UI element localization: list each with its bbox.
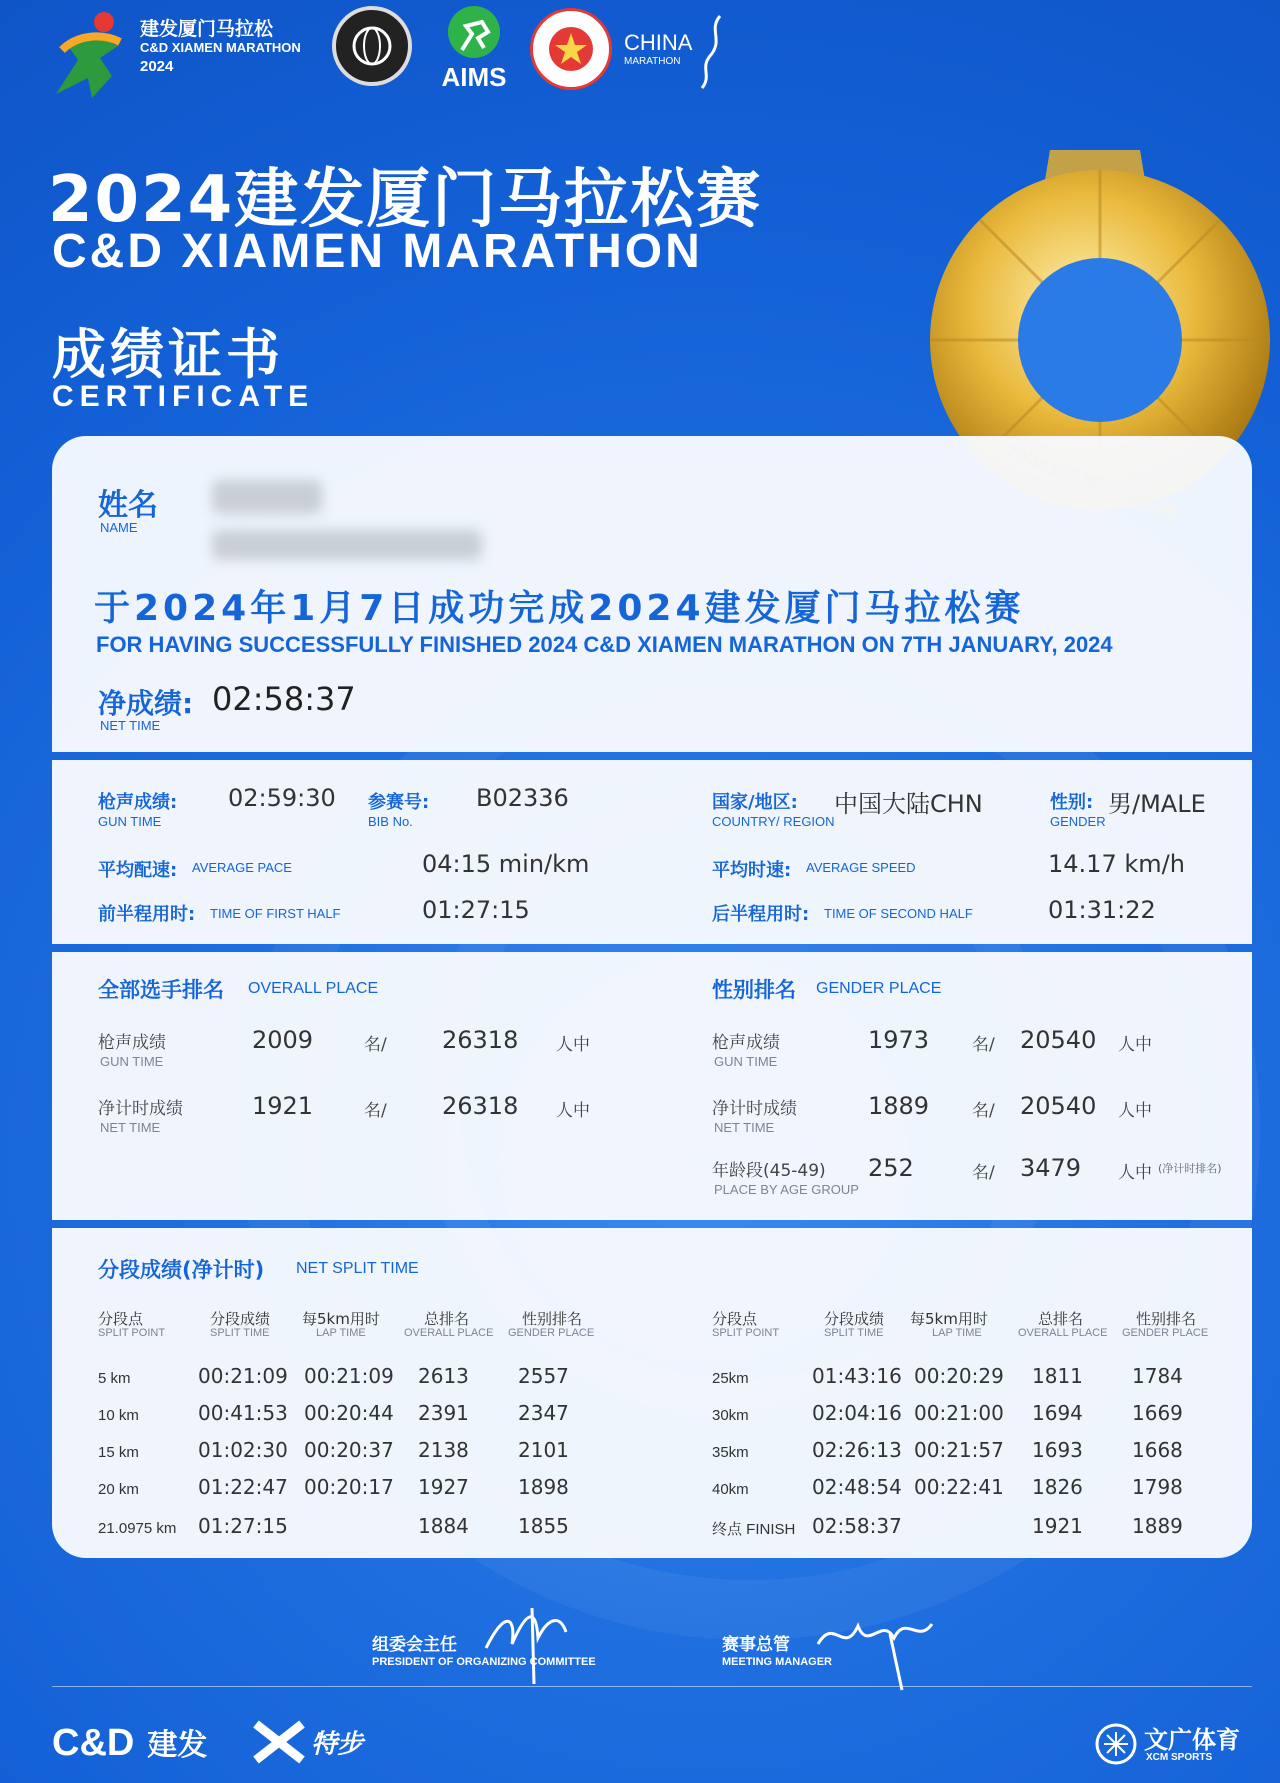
gender-place: 1784 [1132,1364,1183,1388]
name-redacted [212,480,322,514]
rank-unit: 名/ [972,1035,995,1055]
rank-label-en: GUN TIME [100,1054,164,1069]
country-label-cn: 国家/地区: [712,792,798,813]
header-point-cn: 分段点 [712,1310,758,1328]
overall-title-en: OVERALL PLACE [248,980,379,997]
event-title-en: C&D XIAMEN MARATHON [52,225,703,278]
bib-label-en: BIB No. [368,814,413,829]
header-gender-cn: 性别排名 [1136,1310,1197,1328]
finish-statement-cn: 于2024年1月7日成功完成2024建发厦门马拉松赛 [94,588,1025,629]
gender-title-cn: 性别排名 [712,978,796,1002]
rank-value: 1889 [868,1092,930,1120]
lap-time: 00:22:41 [914,1475,1004,1499]
xtep-x-icon [252,1720,306,1764]
total-value: 20540 [1020,1026,1097,1054]
split-time: 01:43:16 [812,1364,902,1388]
lap-time: 00:20:17 [304,1475,394,1499]
age-label-cn: 年龄段(45-49) [712,1161,826,1181]
split-time: 01:02:30 [198,1438,288,1462]
header-lap-cn: 每5km用时 [910,1310,988,1328]
emblem-icon [533,11,609,87]
splits-panel [52,1228,1252,1558]
name-label-cn: 姓名 [98,488,158,523]
header-split-cn: 分段成绩 [210,1310,271,1328]
finish-statement-en: FOR HAVING SUCCESSFULLY FINISHED 2024 C&D XIAMEN MARATHON ON 7TH JANUARY, 2024 [96,632,1113,657]
lap-time: 00:20:29 [914,1364,1004,1388]
total-value: 26318 [442,1092,519,1120]
total-unit: 人中 [1118,1035,1152,1055]
rank-label-cn: 枪声成绩 [98,1033,166,1053]
china-marathon-label: MARATHON [624,56,681,67]
split-point: 21.0975 km [98,1520,177,1537]
header-gender-en: GENDER PLACE [508,1327,595,1339]
overall-place: 2391 [418,1401,469,1425]
overall-place: 1811 [1032,1364,1083,1388]
gender-place: 1889 [1132,1514,1183,1538]
aims-badge [432,4,516,90]
chinese-athletics-badge [530,8,612,90]
name-en-redacted [212,530,482,560]
world-athletics-badge [332,6,412,86]
overall-place: 1693 [1032,1438,1083,1462]
header-lap-en: LAP TIME [932,1327,982,1339]
split-time: 00:41:53 [198,1401,288,1425]
splits-title-en: NET SPLIT TIME [296,1260,419,1277]
country-value: 中国大陆CHN [834,790,983,818]
lap-time: 00:21:57 [914,1438,1004,1462]
rank-unit: 名/ [364,1035,387,1055]
split-point: 20 km [98,1481,139,1498]
second-half-label-en: TIME OF SECOND HALF [824,906,973,921]
rank-unit: 名/ [972,1163,995,1183]
header-point-en: SPLIT POINT [98,1327,166,1339]
first-half-label-cn: 前半程用时: [98,904,196,925]
age-rank-note: (净计时排名) [1158,1162,1222,1175]
rank-value: 1973 [868,1026,930,1054]
first-half-label-en: TIME OF FIRST HALF [210,906,341,921]
details-panel [52,760,1252,944]
overall-place: 2138 [418,1438,469,1462]
bib-label-cn: 参赛号: [368,792,430,813]
overall-place: 1927 [418,1475,469,1499]
footer-divider [52,1686,1252,1687]
cd-logo [52,1720,207,1770]
split-time: 01:22:47 [198,1475,288,1499]
split-point: 15 km [98,1444,139,1461]
split-time: 02:04:16 [812,1401,902,1425]
speed-label-cn: 平均时速: [712,860,792,881]
net-time-label-cn: 净成绩: [98,687,194,720]
summary-panel [52,436,1252,752]
split-time: 02:48:54 [812,1475,902,1499]
split-time: 01:27:15 [198,1514,288,1538]
header-split-en: SPLIT TIME [210,1327,270,1339]
speed-label-en: AVERAGE SPEED [806,860,916,875]
total-value: 26318 [442,1026,519,1054]
header-point-cn: 分段点 [98,1310,144,1328]
rank-unit: 名/ [364,1101,387,1121]
gender-label-en: GENDER [1050,814,1106,829]
rank-label-cn: 净计时成绩 [98,1099,183,1119]
rank-label-en: GUN TIME [714,1054,778,1069]
second-half-value: 01:31:22 [1048,896,1156,924]
ranking-panel [52,952,1252,1220]
president-title-cn: 组委会主任 [372,1635,457,1655]
split-point: 10 km [98,1407,139,1424]
total-unit: 人中 [1118,1163,1152,1183]
gender-place: 1898 [518,1475,569,1499]
lap-time: 00:21:09 [304,1364,394,1388]
aims-label: AIMS [441,62,507,92]
xtep-logo [252,1720,363,1770]
gender-place: 1668 [1132,1438,1183,1462]
header-point-en: SPLIT POINT [712,1327,780,1339]
second-half-label-cn: 后半程用时: [712,904,810,925]
logo-title-cn: 建发厦门马拉松 [140,18,274,40]
overall-place: 1921 [1032,1514,1083,1538]
manager-signature-icon [810,1604,940,1694]
split-time: 02:26:13 [812,1438,902,1462]
split-time: 02:58:37 [812,1514,902,1538]
runner-logo-icon [48,6,138,102]
marathon-logo [48,6,348,102]
name-label-en: NAME [100,520,138,535]
pace-value: 04:15 min/km [422,850,590,878]
header-overall-en: OVERALL PLACE [1018,1327,1108,1339]
lap-time: 00:20:44 [304,1401,394,1425]
header-gender-en: GENDER PLACE [1122,1327,1209,1339]
gender-label-cn: 性别: [1050,792,1094,813]
sports-title-en: XCM SPORTS [1146,1752,1213,1763]
rank-value: 2009 [252,1026,314,1054]
sports-logo [1094,1718,1264,1774]
certificate-title-cn: 成绩证书 [52,323,284,386]
overall-place: 1826 [1032,1475,1083,1499]
total-value: 20540 [1020,1092,1097,1120]
gender-place: 1798 [1132,1475,1183,1499]
header-overall-cn: 总排名 [424,1310,470,1328]
header-split-cn: 分段成绩 [824,1310,885,1328]
cd-logo-text: C&D [52,1722,135,1764]
logo-title-en: C&D XIAMEN MARATHON [140,40,301,55]
speed-value: 14.17 km/h [1048,850,1185,878]
certificate-title-en: CERTIFICATE [52,380,315,413]
gun-time-label-en: GUN TIME [98,814,162,829]
sports-title-cn: 文广体育 [1144,1726,1240,1754]
net-time-label-en: NET TIME [100,718,161,733]
pace-label-en: AVERAGE PACE [192,860,292,875]
total-unit: 人中 [1118,1101,1152,1121]
pace-label-cn: 平均配速: [98,860,178,881]
total-unit: 人中 [556,1035,590,1055]
gender-place: 2347 [518,1401,569,1425]
age-label-en: PLACE BY AGE GROUP [714,1182,859,1197]
rank-label-cn: 枪声成绩 [712,1033,780,1053]
overall-place: 1884 [418,1514,469,1538]
china-marathon-logo [624,10,734,90]
xtep-text: 特步 [311,1729,364,1760]
president-title-en: PRESIDENT OF ORGANIZING COMMITTEE [372,1656,596,1668]
split-point: 终点 FINISH [712,1521,796,1538]
logo-year: 2024 [140,58,174,75]
lap-time: 00:20:37 [304,1438,394,1462]
gender-place: 1855 [518,1514,569,1538]
manager-title-en: MEETING MANAGER [722,1656,832,1668]
rank-value: 1921 [252,1092,314,1120]
globe-icon [336,10,408,82]
country-label-en: COUNTRY/ REGION [712,814,835,829]
split-point: 35km [712,1444,749,1461]
first-half-value: 01:27:15 [422,896,530,924]
gender-value: 男/MALE [1108,790,1206,818]
header-lap-cn: 每5km用时 [302,1310,380,1328]
rank-unit: 名/ [972,1101,995,1121]
overall-place: 2613 [418,1364,469,1388]
header-gender-cn: 性别排名 [522,1310,583,1328]
header-overall-cn: 总排名 [1038,1310,1084,1328]
president-signature-icon [476,1588,586,1688]
gun-time-label-cn: 枪声成绩: [98,792,178,813]
age-total-value: 3479 [1020,1154,1082,1182]
splits-title-cn: 分段成绩(净计时) [98,1258,265,1282]
rank-label-cn: 净计时成绩 [712,1099,797,1119]
manager-title-cn: 赛事总管 [722,1635,790,1655]
split-point: 5 km [98,1370,131,1387]
runner-outline-icon [690,10,734,90]
header-lap-en: LAP TIME [316,1327,366,1339]
gun-time-value: 02:59:30 [228,784,336,812]
cd-logo-cn: 建发 [147,1728,208,1763]
gender-place: 1669 [1132,1401,1183,1425]
china-label: CHINA [624,30,693,55]
overall-place: 1694 [1032,1401,1083,1425]
lap-time: 00:21:00 [914,1401,1004,1425]
gender-place: 2557 [518,1364,569,1388]
split-point: 30km [712,1407,749,1424]
age-rank-value: 252 [868,1154,914,1182]
bib-value: B02336 [476,784,569,812]
event-title-cn: 2024建发厦门马拉松赛 [48,163,763,237]
header-split-en: SPLIT TIME [824,1327,884,1339]
total-unit: 人中 [556,1101,590,1121]
rank-label-en: NET TIME [100,1120,161,1135]
gender-title-en: GENDER PLACE [816,980,942,997]
net-time-value: 02:58:37 [212,680,356,718]
split-point: 40km [712,1481,749,1498]
sports-emblem-icon [1094,1722,1138,1766]
split-point: 25km [712,1370,749,1387]
gender-place: 2101 [518,1438,569,1462]
aims-runner-icon [432,4,516,64]
rank-label-en: NET TIME [714,1120,775,1135]
header-overall-en: OVERALL PLACE [404,1327,494,1339]
split-time: 00:21:09 [198,1364,288,1388]
overall-title-cn: 全部选手排名 [98,978,224,1002]
